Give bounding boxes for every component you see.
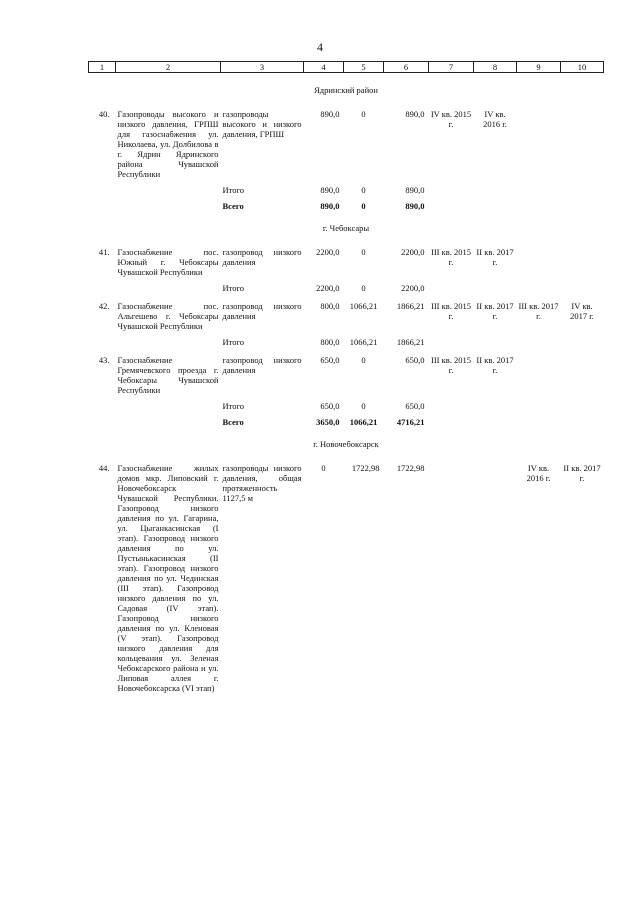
subtotal-label: Итого [222,185,245,195]
header-cell: 5 [344,62,384,73]
value-cell: 650,0 [405,355,425,365]
value-cell: 890,0 [320,109,340,119]
period-cell: II кв. 2017 г. [476,355,514,375]
header-cell: 2 [116,62,221,73]
period-cell: III кв. 2015 г. [430,355,471,375]
value-cell: 1066,21 [349,301,378,311]
value-cell: 0 [361,201,366,211]
table-row [89,293,604,331]
value-cell: 0 [361,355,366,365]
page-number: 4 [317,40,323,54]
period-cell: IV кв. 2016 г. [526,463,551,483]
header-cell: 3 [221,62,304,73]
value-cell: 800,0 [320,301,340,311]
value-cell: 650,0 [405,401,425,411]
investment-table [88,61,604,693]
section-heading: г. Новочебоксарск [313,439,379,449]
subtotal-row [89,331,604,347]
value-cell: 890,0 [320,201,340,211]
value-cell: 2200,0 [401,247,425,257]
period-cell: II кв. 2017 г. [563,463,601,483]
header-cell: 7 [429,62,474,73]
header-cell: 4 [304,62,344,73]
period-cell: II кв. 2017 г. [476,301,514,321]
period-cell [561,239,604,277]
table-row [89,455,604,693]
row-number: 42. [98,301,110,311]
period-cell: III кв. 2015 г. [430,301,471,321]
object-name: Газоснабжение пос. Альгешево г. Чебоксары Чувашской Республики [117,301,219,331]
table-row [89,347,604,395]
object-name: Газоснабжение пос. Южный г. Чебоксары Чувашской Республики [117,247,219,277]
period-cell: IV кв. 2017 г. [570,301,594,321]
row-number: 43. [98,355,110,365]
subtotal-label: Итого [222,337,245,347]
value-cell: 1066,21 [349,337,378,347]
period-cell: II кв. 2017 г. [476,247,514,267]
value-cell: 1866,21 [396,337,425,347]
total-label: Всего [222,201,244,211]
period-cell [429,455,474,693]
value-cell: 890,0 [405,201,425,211]
subtotal-label: Итого [222,401,245,411]
value-cell: 2200,0 [316,283,340,293]
value-cell: 890,0 [405,185,425,195]
header-cell: 10 [561,62,604,73]
section-heading: г. Чебоксары [322,223,370,233]
header-cell: 6 [384,62,429,73]
table-row [89,239,604,277]
total-row [89,411,604,427]
value-cell: 650,0 [320,401,340,411]
period-cell: III кв. 2017 г. [518,301,559,321]
value-cell: 1722,98 [396,463,425,473]
value-cell: 1722,98 [351,463,380,473]
period-cell [561,101,604,179]
object-type: газопроводы высокого и низкого давления, ГРПШ [222,109,302,139]
header-cell: 9 [517,62,561,73]
value-cell: 0 [361,247,366,257]
object-name: Газопроводы высокого и низкого давления, ГРПШ для газоснабжения ул. Николаева, ул. Долбилова в г. Ядрин Ядринского района Чувашской Республики [117,109,219,179]
object-name: Газоснабжение Гремячевского проезда г. Чебоксары Чувашской Республики [117,355,219,395]
value-cell: 0 [361,109,366,119]
header-cell: 1 [89,62,116,73]
value-cell: 3650,0 [316,417,340,427]
period-cell [517,239,561,277]
subtotal-row [89,277,604,293]
period-cell [517,101,561,179]
header-cell: 8 [474,62,517,73]
total-row [89,195,604,211]
column-number-header [89,62,604,73]
period-cell: IV кв. 2015 г. [430,109,472,129]
value-cell: 890,0 [320,185,340,195]
row-number: 41. [98,247,110,257]
value-cell: 0 [361,185,366,195]
period-cell [474,455,517,693]
value-cell: 2200,0 [316,247,340,257]
total-label: Всего [222,417,244,427]
period-cell [517,347,561,395]
value-cell: 4716,21 [396,417,425,427]
value-cell: 0 [361,401,366,411]
period-cell [561,347,604,395]
value-cell: 650,0 [320,355,340,365]
object-type: газопровод низкого давления [222,355,302,375]
value-cell: 2200,0 [401,283,425,293]
object-type: газопровод низкого давления [222,301,302,321]
period-cell: III кв. 2015 г. [430,247,471,267]
value-cell: 0 [361,283,366,293]
subtotal-label: Итого [222,283,245,293]
row-number: 44. [98,463,110,473]
object-type: газопроводы низкого давления, общая протяженность 1127,5 м [222,463,302,503]
value-cell: 1866,21 [396,301,425,311]
value-cell: 800,0 [320,337,340,347]
value-cell: 890,0 [405,109,425,119]
value-cell: 0 [321,463,326,473]
row-number: 40. [98,109,110,119]
table-row [89,101,604,179]
section-heading: Ядринский район [314,85,378,95]
subtotal-row [89,179,604,195]
object-type: газопровод низкого давления [222,247,302,267]
value-cell: 1066,21 [349,417,378,427]
subtotal-row [89,395,604,411]
period-cell: IV кв. 2016 г. [483,109,507,129]
object-name: Газоснабжение жилых домов мкр. Липовский г. Новочебоксарск Чувашской Республики. Газопровод низкого давления по ул. Гагарина, ул. Цыганкасинская (I этап). Газопровод низкого давления по ул. Пустынькасинская (II этап). Газопровод низкого давления по ул. Чединская (III этап). Газопровод низкого давления по ул. Садовая (IV этап). Газопровод низкого давления по ул. Кленовая (V этап). Газопровод низкого давления для кольцевания ул. Зеленая Чебоксарского района и ул. Липовая аллея г. Новочебоксарска (VI этап) [117,463,219,693]
